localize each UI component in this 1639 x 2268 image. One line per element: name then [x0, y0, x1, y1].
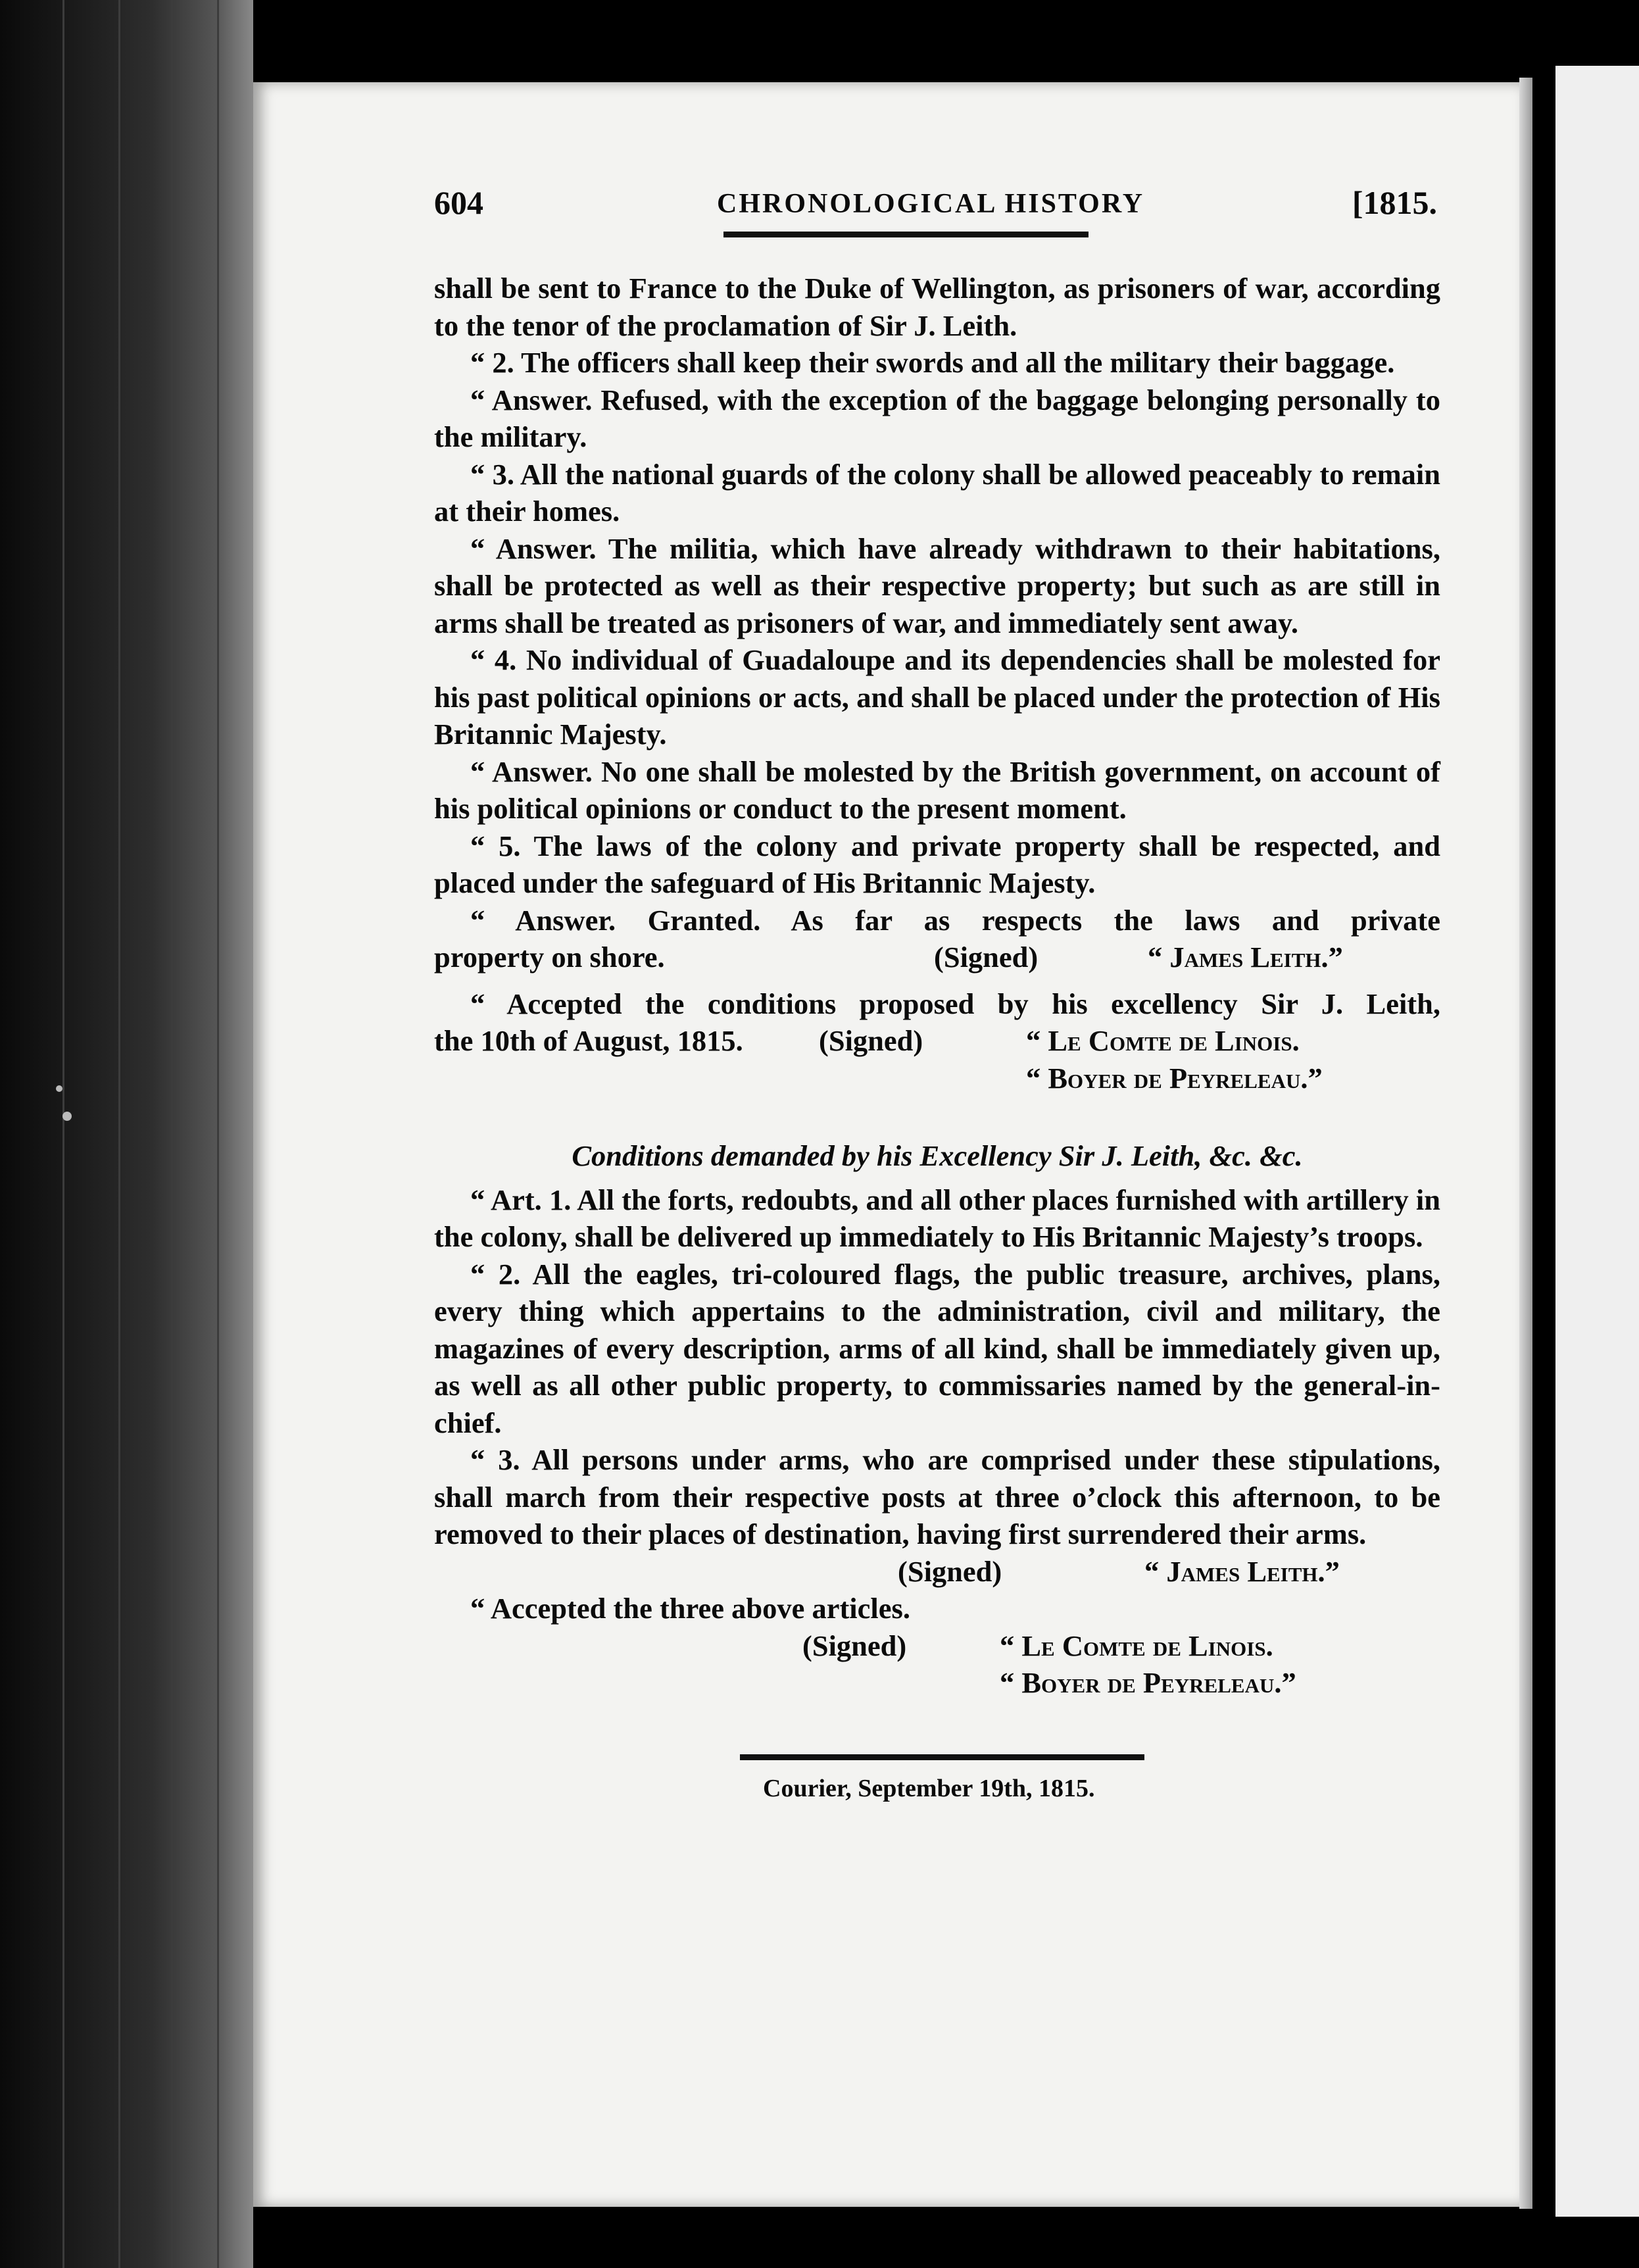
source-citation: Courier, September 19th, 1815.: [763, 1774, 1095, 1802]
signatory-name: “ Le Comte de Linois.: [1000, 1629, 1273, 1662]
header-rule: [723, 232, 1089, 237]
signature-line: [434, 1627, 1440, 1665]
signature-line: [434, 1060, 1440, 1097]
paragraph: shall be sent to France to the Duke of Wellington, as prisoners of war, according to the tenor of the proclamation of Sir J. Leith.: [434, 272, 1440, 342]
section-heading: Conditions demanded by his Excellency Sir J. Leith, &c. &c.: [572, 1139, 1303, 1172]
signed-label: (Signed): [898, 1554, 1002, 1588]
dust-speck: [56, 1085, 62, 1092]
spine-shadow-line: [217, 0, 219, 2268]
signature-line: [434, 1022, 1440, 1060]
paragraph: “ Accepted the conditions proposed by his excellency Sir J. Leith,: [470, 987, 1440, 1020]
paragraph: “ 2. The officers shall keep their swords and all the military their baggage.: [470, 346, 1395, 379]
signed-label: (Signed): [802, 1629, 907, 1662]
spine-shadow-line: [171, 0, 173, 2268]
signature-line: [434, 939, 1440, 976]
dust-speck: [62, 1112, 72, 1121]
book-spine: [0, 0, 253, 2268]
footer-rule: [740, 1754, 1144, 1760]
paragraph: “ Answer. No one shall be molested by the British government, on account of his political opinions or conduct to the present moment.: [434, 754, 1440, 825]
line-text: the 10th of August, 1815.: [434, 1024, 743, 1057]
header-year: [1815.: [1352, 184, 1437, 221]
article-body: [434, 270, 1440, 1702]
paragraph: “ Answer. The militia, which have already withdrawn to their habitations, shall be protected as well as their respective property; but such as are still in arms shall be treated as prisoners of war, and immediately sent away.: [434, 531, 1440, 639]
signed-label: (Signed): [819, 1024, 923, 1057]
running-title: CHRONOLOGICAL HISTORY: [717, 189, 1145, 219]
signature-line: [434, 1664, 1440, 1702]
paragraph: “ 3. All the national guards of the colony shall be allowed peaceably to remain at their homes.: [434, 457, 1440, 528]
signature-line: [434, 1553, 1440, 1590]
facing-page-edge: [1555, 66, 1639, 2217]
running-header: [434, 178, 1440, 237]
signatory-name: “ James Leith.”: [1144, 1554, 1340, 1588]
paragraph: “ Accepted the three above articles.: [470, 1592, 910, 1625]
signatory-name: “ Boyer de Peyreleau.”: [1026, 1061, 1323, 1095]
paragraph: “ 3. All persons under arms, who are comprised under these stipulations, shall march from their respective posts at three o’clock this afternoon, to be removed to their places of destination, having first surrendered their arms.: [434, 1443, 1440, 1550]
paragraph: “ 5. The laws of the colony and private property shall be respected, and placed under the safeguard of His Britannic Majesty.: [434, 829, 1440, 899]
page-number: 604: [434, 184, 483, 221]
page-text: [434, 178, 1440, 1805]
spine-shadow-line: [118, 0, 120, 2268]
paragraph: “ Answer. Granted. As far as respects the laws and private: [470, 903, 1440, 937]
spine-shadow-line: [62, 0, 64, 2268]
signatory-name: “ James Leith.”: [1148, 941, 1343, 974]
page-edge: [1519, 78, 1532, 2209]
paragraph: “ Art. 1. All the forts, redoubts, and all other places furnished with artillery in the colony, shall be delivered up immediately to His Britannic Majesty’s troops.: [434, 1183, 1440, 1253]
signatory-name: “ Le Comte de Linois.: [1026, 1024, 1300, 1057]
paragraph: “ 4. No individual of Guadaloupe and its dependencies shall be molested for his past political opinions or acts, and shall be placed under the protection of His Britannic Majesty.: [434, 643, 1440, 751]
paragraph: “ 2. All the eagles, tri-coloured flags, the public treasure, archives, plans, every thing which appertains to the administration, civil and military, the magazines of every description, arms of all kind, shall be immediately given up, as well as all other public property, to commissaries named by the general-in-chief.: [434, 1257, 1440, 1439]
signed-label: (Signed): [934, 941, 1039, 974]
signatory-name: “ Boyer de Peyreleau.”: [1000, 1666, 1296, 1699]
paragraph: “ Answer. Refused, with the exception of the baggage belonging personally to the military.: [434, 383, 1440, 453]
line-text: property on shore.: [434, 941, 665, 974]
